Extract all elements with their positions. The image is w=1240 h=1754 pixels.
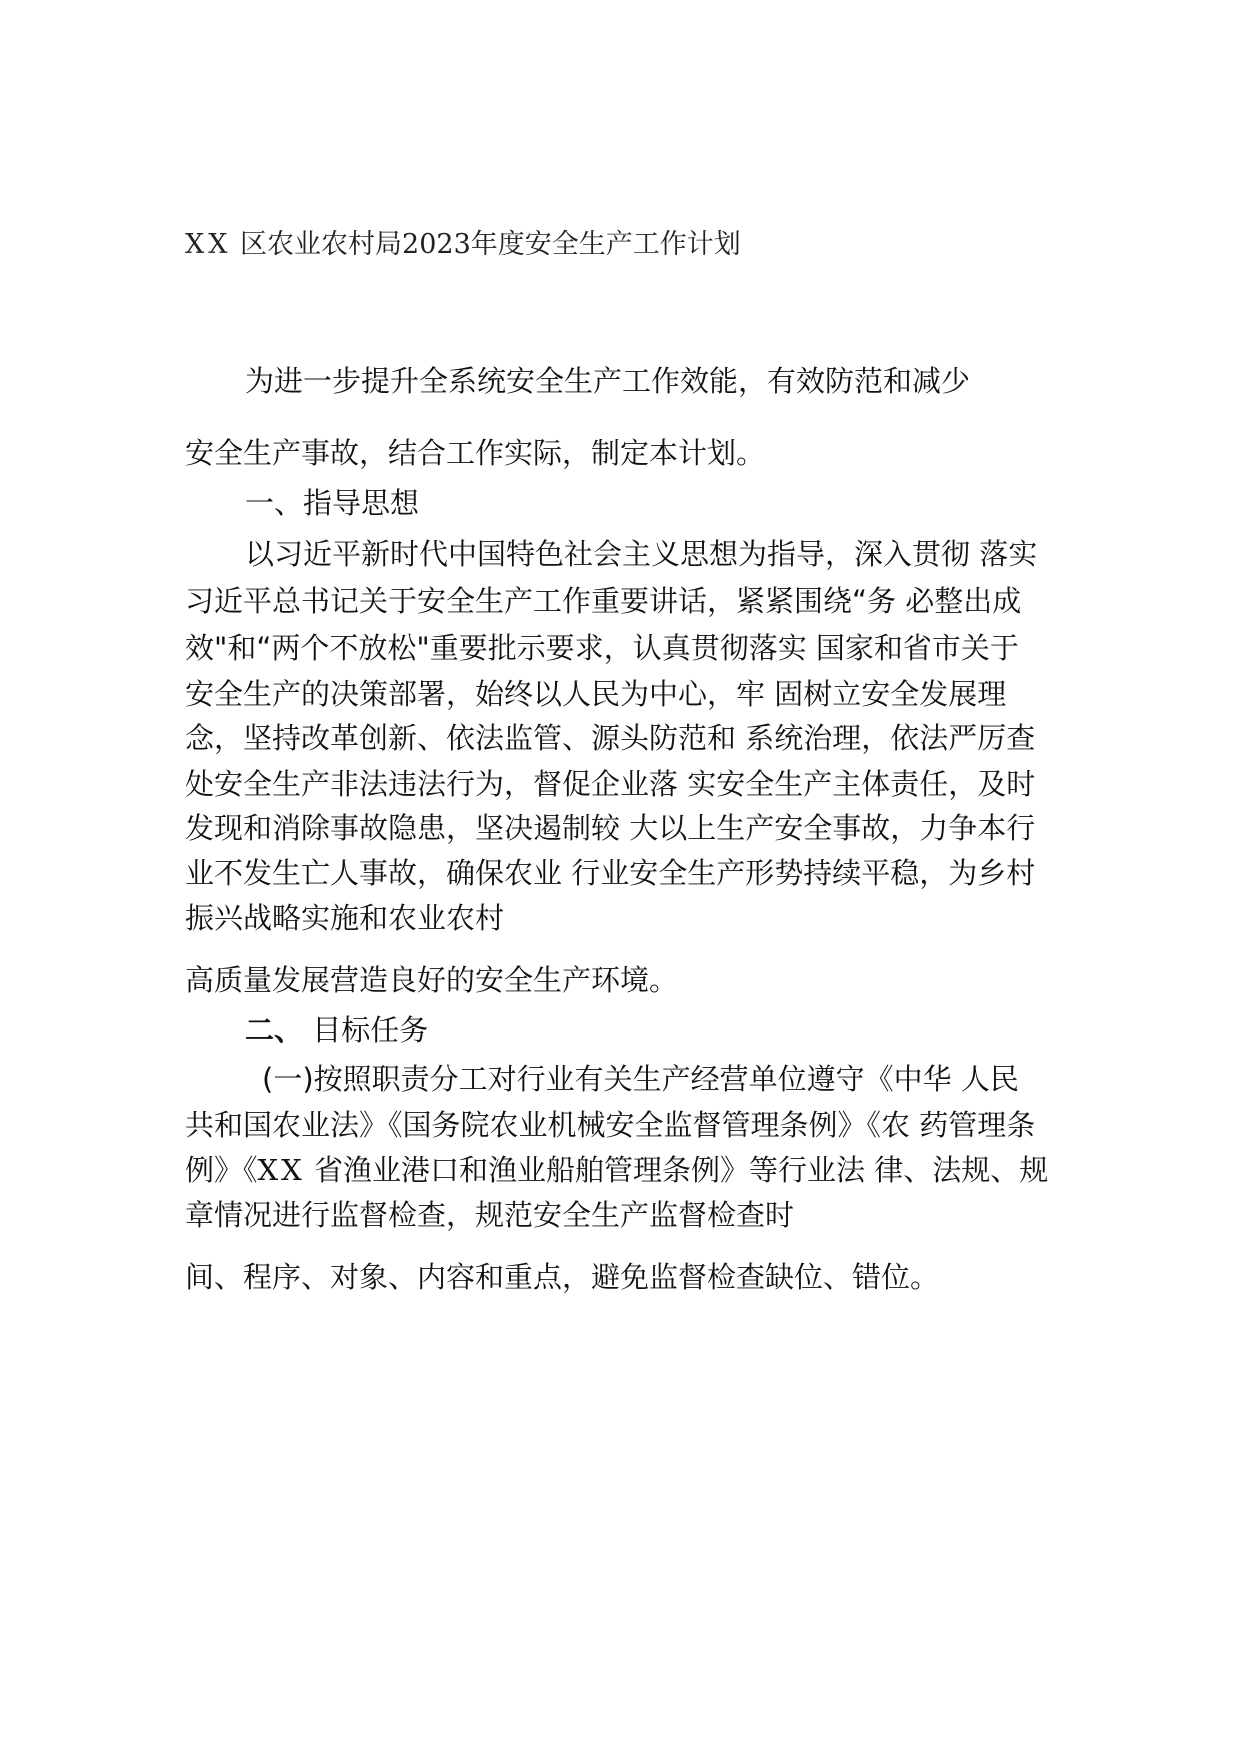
paragraph-line: 以习近平新时代中国特色社会主义思想为指导，深入贯彻 落实 — [245, 537, 1038, 571]
intro-line-1: 为进一步提升全系统安全生产工作效能，有效防范和减少 — [245, 364, 971, 398]
paragraph-line: 习近平总书记关于安全生产工作重要讲话，紧紧围绕“务 必整出成 — [185, 584, 1022, 618]
task-line-part: 例》《 — [185, 1153, 258, 1187]
paragraph-line: 发现和消除事故隐患，坚决遏制较 大以上生产安全事故，力争本行 — [185, 811, 1036, 845]
intro-line-2: 安全生产事故，结合工作实际，制定本计划。 — [185, 436, 766, 470]
task-line: 共和国农业法》《国务院农业机械安全监督管理条例》《农 药管理条 — [185, 1108, 1036, 1142]
task-line-part: 省渔业港口和渔业船舶管理条例》等行业法 律、法规、规 — [304, 1153, 1049, 1187]
section-heading-2 — [245, 1011, 428, 1049]
title-part1: 区农业农村局 — [231, 229, 403, 260]
task-line: 间、程序、对象、内容和重点，避免监督检查缺位、错位。 — [185, 1260, 940, 1294]
section-2-title: 目标任务 — [303, 1013, 429, 1047]
document-title — [185, 226, 741, 264]
section-heading-1: 一、指导思想 — [245, 486, 420, 520]
task-line — [185, 1151, 1048, 1189]
task-line: (一)按照职责分工对行业有关生产经营单位遵守《中华 人民 — [262, 1062, 1019, 1096]
paragraph-line: 高质量发展营造良好的安全生产环境。 — [185, 963, 679, 997]
paragraph-line: 业不发生亡人事故，确保农业 行业安全生产形势持续平稳，为乡村 — [185, 856, 1036, 890]
paragraph-line: 念，坚持改革创新、依法监管、源头防范和 系统治理，依法严厉查 — [185, 721, 1036, 755]
paragraph-line: 处安全生产非法违法行为，督促企业落 实安全生产主体责任，及时 — [185, 767, 1036, 801]
title-part2: 年度安全生产工作计划 — [470, 229, 741, 260]
title-year: 2023 — [402, 229, 471, 260]
task-line-xx: XX — [257, 1153, 305, 1187]
paragraph-line: 效"和“两个不放松"重要批示要求，认真贯彻落实 国家和省市关于 — [185, 631, 1019, 665]
task-line: 章情况进行监督检查，规范安全生产监督检查时 — [185, 1198, 795, 1232]
paragraph-line: 振兴战略实施和农业农村 — [185, 901, 505, 935]
section-2-number: 二、 — [245, 1013, 304, 1047]
title-prefix: XX — [185, 229, 232, 260]
paragraph-line: 安全生产的决策部署，始终以人民为中心，牢 固树立安全发展理 — [185, 677, 1007, 711]
